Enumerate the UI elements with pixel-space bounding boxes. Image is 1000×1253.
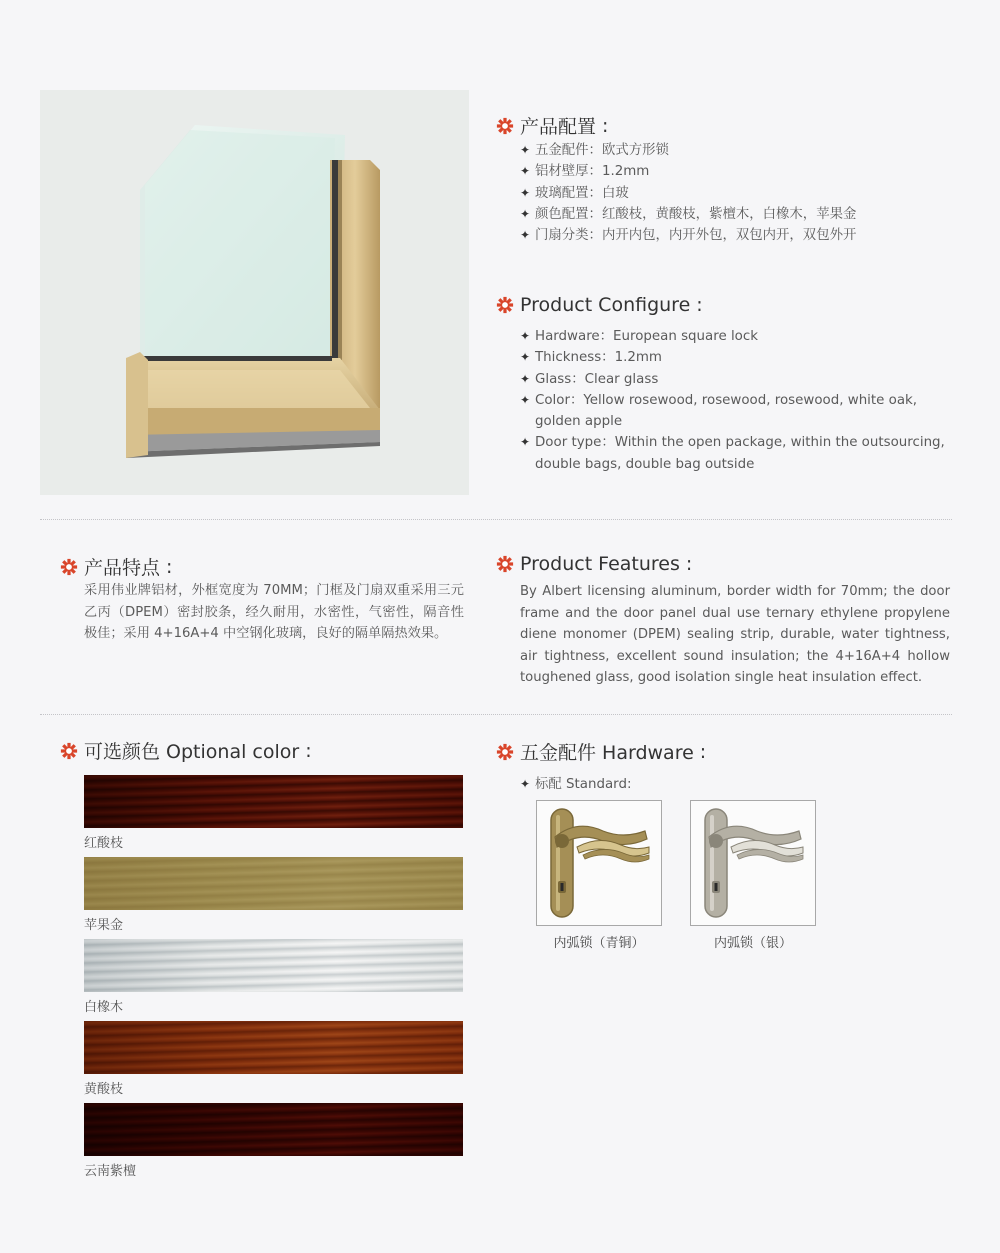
config-item <box>520 140 940 161</box>
config-item <box>520 432 945 475</box>
config-cn-list <box>520 140 940 246</box>
config-item-text: Glass：Clear glass <box>535 371 659 387</box>
features-en-text: By Albert licensing aluminum, border width for 70mm; the door frame and the door panel dual use ternary ethylene propylene diene monomer (DPEM) sealing strip, durable, water tightness, air tightness, excellent sound insulation; the 4+16A+4 hollow toughened glass, good isolation single heat insulation effect. <box>520 584 950 686</box>
color-swatch <box>84 1103 463 1156</box>
config-en-list <box>520 326 945 475</box>
four-point-star-icon: ✦ <box>520 185 531 200</box>
door-handle-icon <box>691 801 815 925</box>
color-swatch-label: 红酸枝 <box>84 836 124 851</box>
four-point-star-icon: ✦ <box>520 435 531 450</box>
config-item-text: Color：Yellow rosewood, rosewood, rosewood, white oak, golden apple <box>535 392 918 430</box>
red-asterisk-icon <box>496 296 514 314</box>
red-asterisk-icon <box>496 555 514 573</box>
color-swatch-item <box>84 1103 463 1185</box>
color-swatch <box>84 775 463 828</box>
config-item-text: 颜色配置：红酸枝，黄酸枝，紫檀木，白橡木，苹果金 <box>535 206 857 222</box>
config-item <box>520 183 940 204</box>
config-item <box>520 225 940 246</box>
hardware-subtitle-row: ✦ 标配 Standard: <box>520 774 631 795</box>
config-item <box>520 326 945 347</box>
section-divider <box>40 714 952 715</box>
hardware-heading: 五金配件 Hardware : <box>496 738 706 765</box>
color-swatch-item <box>84 857 463 939</box>
colors-title: 可选颜色 Optional color <box>84 741 300 763</box>
red-asterisk-icon <box>60 742 78 760</box>
hardware-subtitle: 标配 Standard <box>535 777 627 792</box>
colors-heading: 可选颜色 Optional color : <box>60 737 312 764</box>
four-point-star-icon: ✦ <box>520 777 531 791</box>
config-item-text: Door type：Within the open package, within the outsourcing, double bags, double bag outside <box>535 435 945 472</box>
features-cn-text: 采用伟业牌铝材，外框宽度为 70MM；门框及门扇双重采用三元乙丙（DPEM）密封胶条，经久耐用，水密性，气密性，隔音性极佳；采用 4+16A+4 中空钢化玻璃，良好的隔单隔热效果。 <box>84 583 464 642</box>
config-cn-title: 产品配置 <box>520 116 597 138</box>
lock-list <box>536 800 816 951</box>
config-item <box>520 390 945 433</box>
lock-item <box>536 800 662 951</box>
config-item-text: 门扇分类：内开内包，内开外包，双包内开，双包外开 <box>535 228 857 244</box>
lock-image <box>536 800 662 926</box>
lock-item <box>690 800 816 951</box>
red-asterisk-icon <box>496 117 514 135</box>
color-swatch-list <box>84 775 463 1185</box>
features-en-heading: Product Features : <box>496 553 692 575</box>
red-asterisk-icon <box>496 743 514 761</box>
config-item <box>520 161 940 182</box>
features-cn-title: 产品特点 <box>84 557 161 579</box>
color-swatch <box>84 857 463 910</box>
color-swatch-label: 黄酸枝 <box>84 1082 124 1097</box>
four-point-star-icon: ✦ <box>520 164 531 179</box>
color-swatch-item <box>84 939 463 1021</box>
config-en-title: Product Configure <box>520 294 691 316</box>
color-swatch-label: 云南紫檀 <box>84 1164 137 1179</box>
window-frame-image <box>40 90 469 495</box>
config-item <box>520 369 945 390</box>
hardware-title: 五金配件 Hardware <box>520 742 694 764</box>
window-frame-illustration <box>40 90 469 495</box>
four-point-star-icon: ✦ <box>520 206 531 221</box>
four-point-star-icon: ✦ <box>520 143 531 157</box>
config-en-heading: Product Configure : <box>496 294 703 316</box>
lock-label: 内弧锁（银） <box>713 936 792 951</box>
config-item <box>520 204 940 225</box>
features-en-title: Product Features <box>520 553 680 575</box>
color-swatch-label: 苹果金 <box>84 918 124 933</box>
config-item-text: Thickness：1.2mm <box>535 350 662 366</box>
lock-image <box>690 800 816 926</box>
color-swatch-item <box>84 775 463 857</box>
config-cn-heading: 产品配置 : <box>496 112 608 139</box>
features-cn-heading: 产品特点 : <box>60 553 172 580</box>
config-item-text: Hardware：European square lock <box>535 329 758 344</box>
four-point-star-icon: ✦ <box>520 350 531 365</box>
red-asterisk-icon <box>60 558 78 576</box>
four-point-star-icon: ✦ <box>520 392 531 407</box>
color-swatch <box>84 939 463 992</box>
color-swatch-label: 白橡木 <box>84 1000 124 1015</box>
config-item-text: 玻璃配置：白玻 <box>535 185 629 201</box>
config-item <box>520 347 945 368</box>
four-point-star-icon: ✦ <box>520 329 531 343</box>
color-swatch-item <box>84 1021 463 1103</box>
color-swatch <box>84 1021 463 1074</box>
door-handle-icon <box>537 801 661 925</box>
four-point-star-icon: ✦ <box>520 371 531 386</box>
four-point-star-icon: ✦ <box>520 228 531 243</box>
config-item-text: 铝材壁厚：1.2mm <box>535 164 650 180</box>
lock-label: 内弧锁（青铜） <box>553 936 645 951</box>
config-item-text: 五金配件：欧式方形锁 <box>535 143 669 158</box>
section-divider <box>40 519 952 520</box>
